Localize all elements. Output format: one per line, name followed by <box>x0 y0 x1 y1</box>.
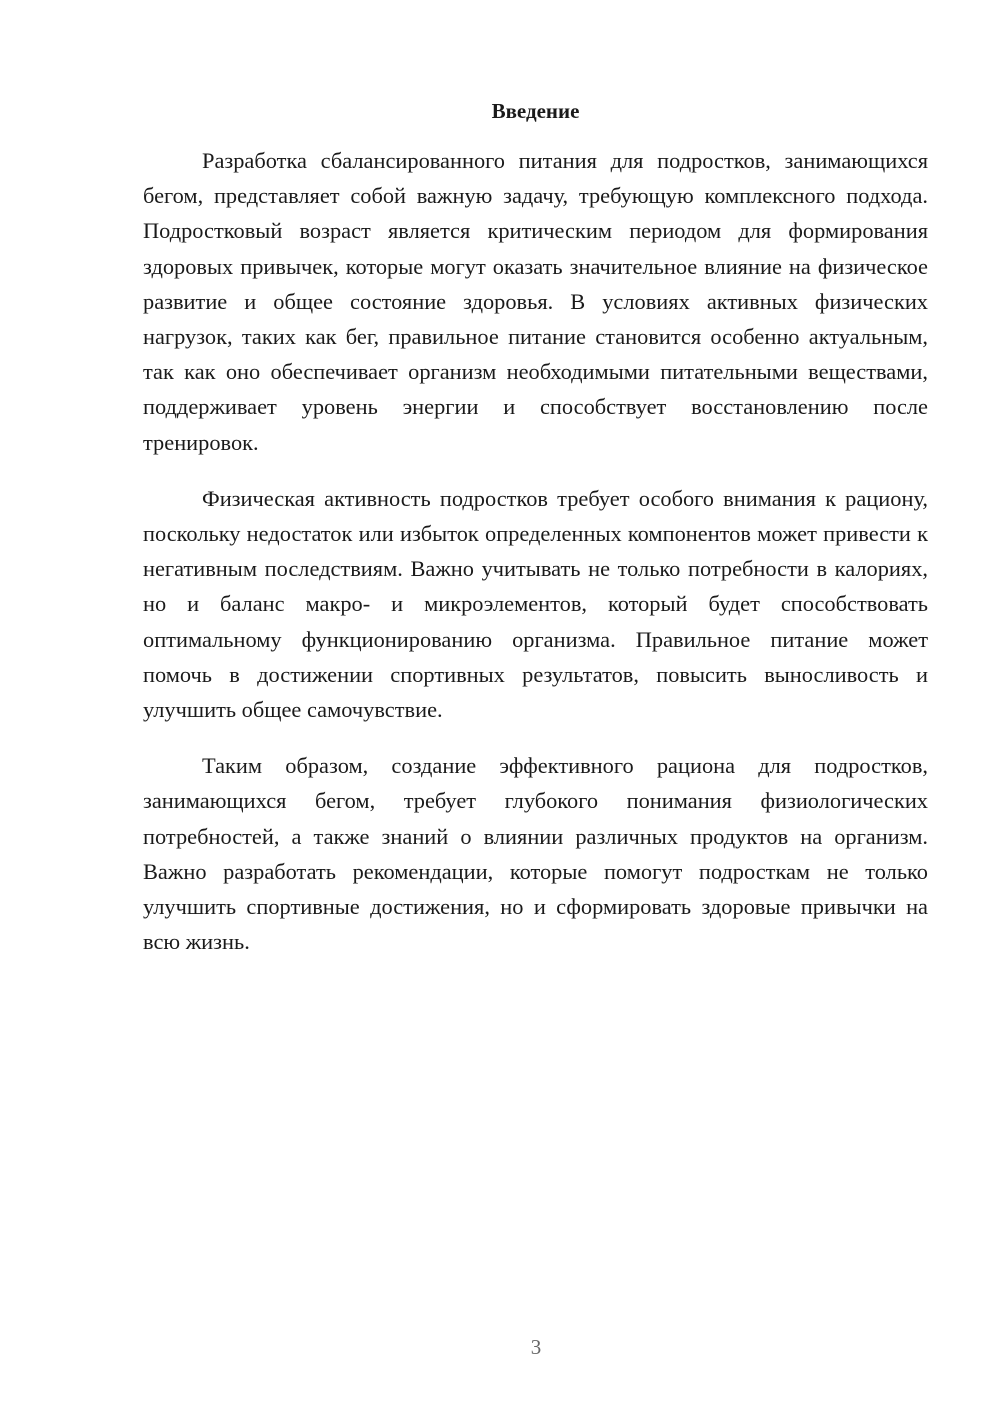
paragraph-2: Физическая активность подростков требует особого внимания к рациону, поскольку недостаток или избыток определенных компонентов может привести к негативным последствиям. Важно учитывать не только потребности в калориях, но и баланс макро- и микроэлементов, который будет способствовать оптимальному функционированию организма. Правильное питание может помочь в достижении спортивных результатов, повысить выносливость и улучшить общее самочувствие. <box>143 485 928 723</box>
section-heading: Введение <box>491 99 580 123</box>
paragraph-3: Таким образом, создание эффективного рациона для подростков, занимающихся бегом, требует глубокого понимания физиологических потребностей, а также знаний о влиянии различных продуктов на организм. Важно разработать рекомендации, которые помогут подросткам не только улучшить спортивные достижения, но и сформировать здоровые привычки на всю жизнь. <box>143 753 928 955</box>
paragraph-1: Разработка сбалансированного питания для подростков, занимающихся бегом, представляет собой важную задачу, требующую комплексного подхода. Подростковый возраст является критическим периодом для формирования здоровых привычек, которые могут оказать значительное влияние на физическое развитие и общее состояние здоровья. В условиях активных физических нагрузок, таких как бег, правильное питание становится особенно актуальным, так как оно обеспечивает организм необходимыми питательными веществами, поддерживает уровень энергии и способствует восстановлению после тренировок. <box>143 148 928 455</box>
page-number: 3 <box>530 1335 542 1359</box>
body-text <box>143 143 928 980</box>
